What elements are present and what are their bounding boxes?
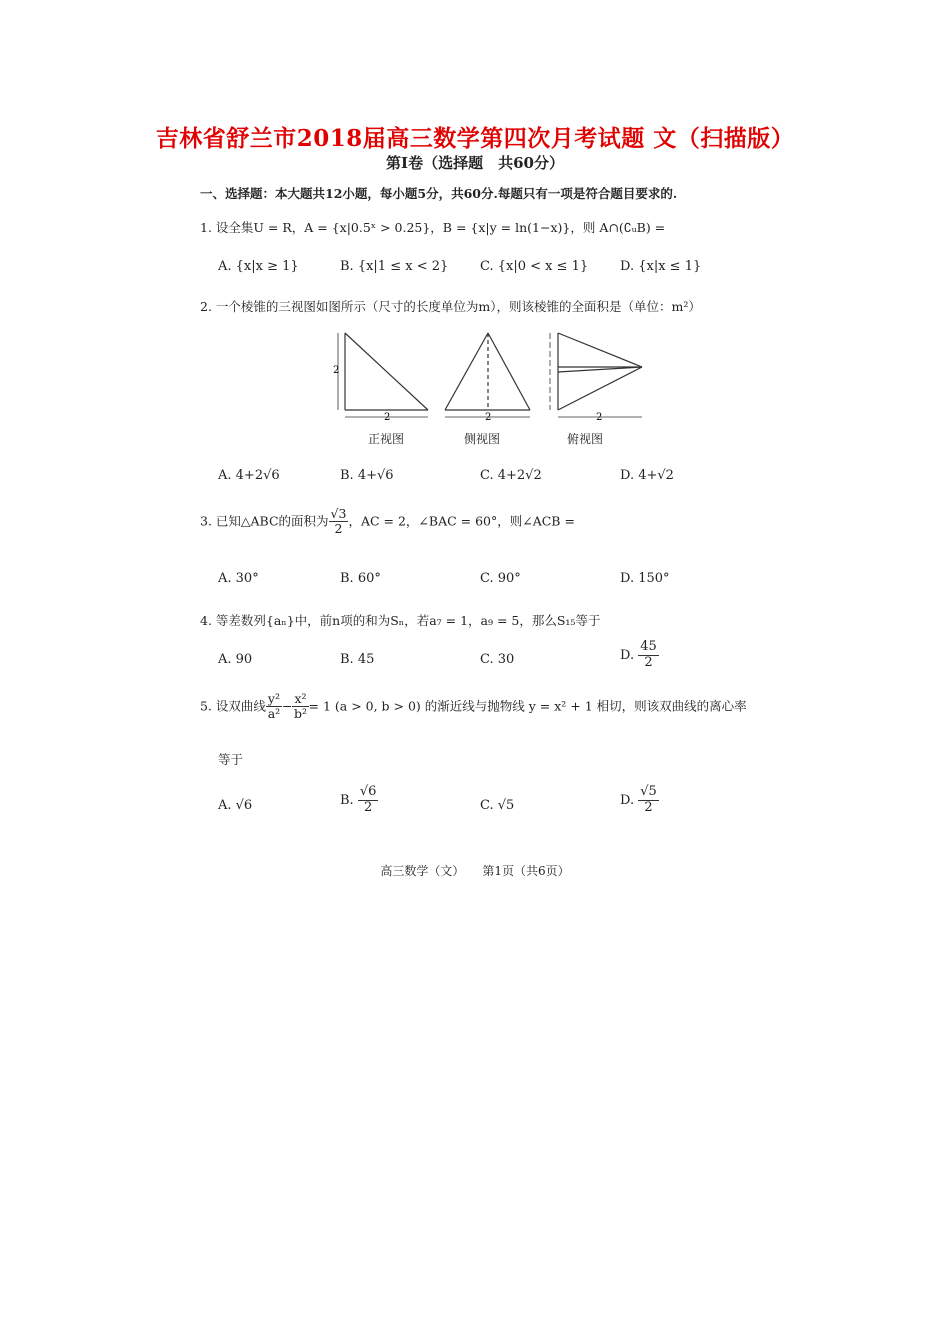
question-4-stem: 4. 等差数列{aₙ}中，前n项的和为Sₙ，若a₇ = 1，a₉ = 5，那么S₁₅等于 bbox=[200, 613, 601, 628]
question-5-stem bbox=[200, 692, 747, 722]
question-2-option-a: A. 4+2√6 bbox=[218, 468, 280, 483]
section-instructions: 一、选择题：本大题共12小题，每小题5分，共60分.每题只有一项是符合题目要求的. bbox=[200, 186, 678, 201]
top-view-diagram bbox=[550, 333, 642, 417]
question-4-option-c: C. 30 bbox=[480, 652, 515, 667]
question-5-option-d-numerator: √5 bbox=[640, 784, 657, 799]
part-heading: 第Ⅰ卷（选择题 共60分） bbox=[386, 154, 564, 172]
question-3-stem bbox=[200, 507, 575, 537]
side-view-caption: 侧视图 bbox=[464, 432, 501, 446]
question-5-minus: − bbox=[281, 698, 293, 714]
question-3-option-b: B. 60° bbox=[340, 571, 381, 586]
question-5-option-a: A. √6 bbox=[218, 798, 253, 813]
question-5-fraction-2-denominator: b² bbox=[293, 706, 307, 722]
three-view-figure bbox=[330, 325, 660, 425]
question-5-option-b-numerator: √6 bbox=[359, 784, 377, 799]
question-5-fraction-1-numerator: y² bbox=[267, 691, 280, 706]
question-5-option-b-fraction bbox=[358, 785, 379, 816]
question-5-option-b-label: B. bbox=[340, 792, 354, 808]
question-3-option-d: D. 150° bbox=[620, 571, 670, 586]
side-view-diagram bbox=[445, 333, 530, 417]
question-5-fraction-2-numerator: x² bbox=[294, 691, 307, 706]
question-5-option-b-denominator: 2 bbox=[363, 799, 373, 815]
question-5-option-d-label: D. bbox=[620, 792, 635, 808]
page-footer: 高三数学（文） 第1页（共6页） bbox=[380, 864, 570, 878]
front-view-height-label: 2 bbox=[333, 365, 340, 376]
question-2-option-c: C. 4+2√2 bbox=[480, 468, 542, 483]
question-3-stem-prefix: 3. 已知△ABC的面积为 bbox=[200, 513, 329, 529]
question-3-fraction-numerator: √3 bbox=[330, 506, 347, 521]
question-3-option-c: C. 90° bbox=[480, 571, 521, 586]
question-4-option-d-numerator: 45 bbox=[640, 639, 657, 654]
question-4-option-d-fraction bbox=[638, 640, 659, 671]
question-5-fraction-2 bbox=[292, 692, 308, 722]
side-view-width-label: 2 bbox=[485, 412, 492, 423]
question-5-fraction-1 bbox=[266, 692, 282, 722]
question-4-option-a: A. 90 bbox=[218, 652, 253, 667]
question-5-option-c: C. √5 bbox=[480, 798, 515, 813]
question-1-option-d: D. {x|x ≤ 1} bbox=[620, 259, 702, 274]
question-4-option-d bbox=[620, 640, 659, 671]
question-5-option-b bbox=[340, 785, 378, 816]
question-4-option-b: B. 45 bbox=[340, 652, 375, 667]
question-1-option-a: A. {x|x ≥ 1} bbox=[218, 259, 299, 274]
question-4-option-d-label: D. bbox=[620, 647, 635, 663]
question-1-stem: 1. 设全集U = R，A = {x|0.5ˣ > 0.25}，B = {x|y = ln(1−x)}，则 A∩(∁ᵤB) = bbox=[200, 220, 666, 235]
question-3-fraction bbox=[329, 507, 349, 537]
question-3-stem-suffix: ，AC = 2，∠BAC = 60°，则∠ACB = bbox=[348, 513, 575, 529]
question-5-stem-suffix: = 1 (a > 0, b > 0) 的渐近线与抛物线 y = x² + 1 相切，则该双曲线的离心率 bbox=[308, 698, 747, 714]
question-3-fraction-denominator: 2 bbox=[334, 521, 343, 537]
question-1-option-b: B. {x|1 ≤ x < 2} bbox=[340, 259, 449, 274]
front-view-diagram bbox=[338, 333, 428, 417]
question-5-option-d-fraction bbox=[638, 785, 659, 816]
question-5-fraction-1-denominator: a² bbox=[267, 706, 281, 722]
front-view-caption: 正视图 bbox=[368, 432, 405, 446]
top-view-caption: 俯视图 bbox=[567, 432, 604, 446]
top-view-width-label: 2 bbox=[596, 412, 603, 423]
question-5-option-d-denominator: 2 bbox=[644, 799, 653, 815]
question-1-option-c: C. {x|0 < x ≤ 1} bbox=[480, 259, 589, 274]
question-2-option-d: D. 4+√2 bbox=[620, 468, 674, 483]
question-3-option-a: A. 30° bbox=[218, 571, 259, 586]
question-4-option-d-denominator: 2 bbox=[644, 654, 653, 670]
document-title: 吉林省舒兰市2018届高三数学第四次月考试题 文（扫描版） bbox=[155, 125, 795, 152]
question-5-option-d bbox=[620, 785, 659, 816]
front-view-width-label: 2 bbox=[384, 412, 391, 423]
question-2-stem: 2. 一个棱锥的三视图如图所示（尺寸的长度单位为m），则该棱锥的全面积是（单位：m²） bbox=[200, 299, 701, 314]
question-5-stem-prefix: 5. 设双曲线 bbox=[200, 698, 266, 714]
question-2-option-b: B. 4+√6 bbox=[340, 468, 394, 483]
question-5-stem-continuation: 等于 bbox=[218, 752, 244, 767]
